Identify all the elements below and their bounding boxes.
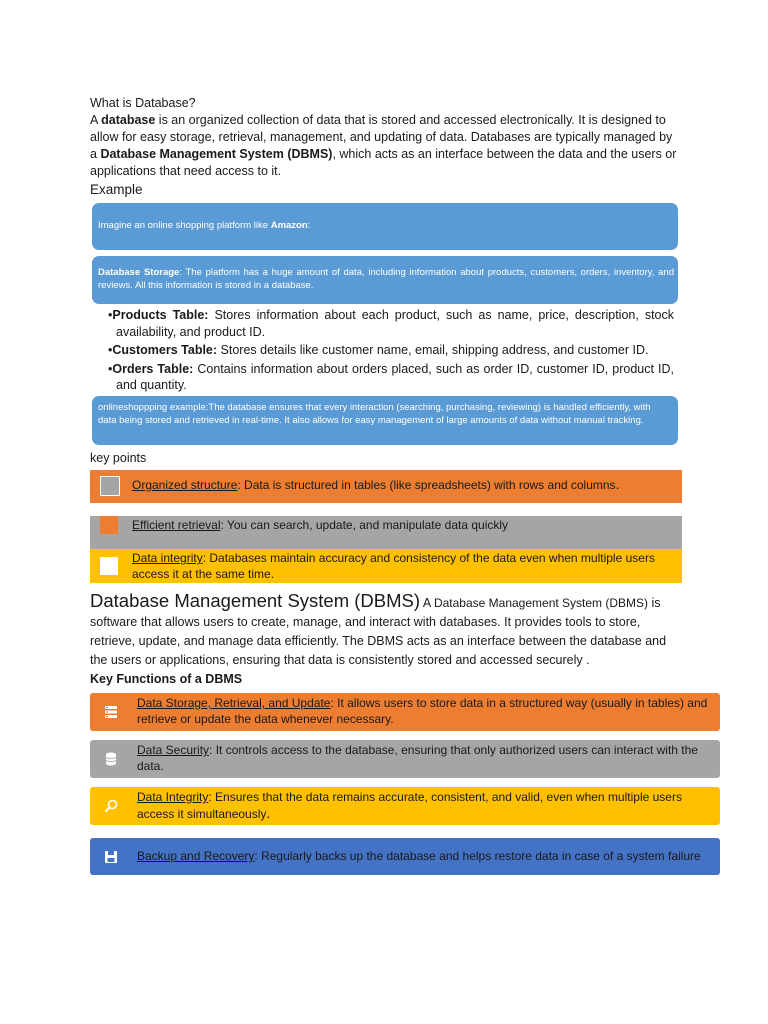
- bullet-customers-text: Stores details like customer name, email, shipping address, and customer ID.: [217, 343, 649, 357]
- function-storage: [90, 693, 720, 731]
- function-backup-text: [137, 848, 710, 864]
- amazon-text-a: Imagine an online shopping platform like: [98, 220, 271, 231]
- key-point-organized-label: Organized structure: [132, 478, 238, 492]
- dbms-text-b: is software that allows users to create, manage, and interact with databases. It provides tools to store, retrieve, update, and manage data efficiently. The DBMS acts as an interface between the database and the users or applications, ensuring that data is consistently stored and accessed securely .: [90, 596, 667, 667]
- function-integrity-desc: : Ensures that the data remains accurate, consistent, and valid, even when multiple users access it simultaneously: [137, 790, 682, 821]
- function-security: [90, 740, 720, 778]
- function-storage-desc: : It allows users to store data in a structured way (usually in tables) and retrieve or update the data whenever necessary.: [137, 696, 708, 726]
- function-backup: [90, 838, 720, 875]
- bullet-products-label: Products Table:: [112, 308, 209, 322]
- key-point-integrity-desc: : Databases maintain accuracy and consistency of the data even when multiple users access it at the same time.: [132, 551, 655, 581]
- key-functions-heading: Key Functions of a DBMS: [90, 672, 243, 686]
- bullet-orders-text: Contains information about orders placed, such as order ID, customer ID, product ID, and quantity.: [116, 361, 674, 392]
- function-integrity-text: [137, 789, 710, 822]
- function-security-desc: : It controls access to the database, ensuring that only authorized users can interact with the data.: [137, 743, 698, 773]
- function-integrity-end: .: [266, 805, 271, 821]
- bullet-customers: •Customers Table: Stores details like customer name, email, shipping address, and customer ID.: [108, 343, 649, 357]
- key-point-retrieval-text: [132, 518, 508, 534]
- intro-text-b: is an organized collection of data that is stored and accessed electronically. It is designed to allow for easy storage, retrieval, management, and updating of data. Databases are typically managed by a: [90, 113, 673, 161]
- example-box-amazon-text: [98, 220, 310, 233]
- example-box-shopping: [92, 396, 678, 445]
- key-point-organized-desc: : Data is structured in tables (like spreadsheets) with rows and columns: [237, 478, 616, 492]
- dbms-heading: Database Management System (DBMS): [90, 590, 421, 611]
- key-point-organized-end: .: [615, 476, 620, 492]
- function-storage-text: [137, 695, 710, 727]
- function-security-text: [137, 742, 710, 774]
- orange-square-icon: [100, 516, 118, 534]
- intro-question: What is Database?: [90, 96, 196, 110]
- table-bullets: [108, 307, 674, 394]
- key-point-integrity-text: [132, 551, 676, 582]
- example-heading: Example: [90, 182, 143, 197]
- gray-square-icon: [100, 476, 120, 496]
- dbms-section: [90, 591, 680, 670]
- amazon-text-b: :: [307, 220, 311, 231]
- key-point-retrieval-label: Efficient retrieval: [132, 518, 221, 532]
- example-box-storage: [92, 256, 678, 304]
- key-point-integrity: [90, 549, 682, 583]
- storage-text: : The platform has a huge amount of data, including information about products, customers, orders, inventory, and reviews. All this information is stored in a database.: [98, 267, 674, 291]
- key-points-heading: key points: [90, 451, 147, 465]
- key-point-integrity-label: Data integrity: [132, 551, 203, 565]
- example-box-shopping-text: onlineshoppping example:The database ensures that every interaction (searching, purchasing, reviewing) is handled efficiently, with data being stored and retrieved in real-time. It also allows for easy management of large amounts of data without manual tracking.: [98, 402, 651, 426]
- intro-text-c: , which acts as an interface between the data and the users or applications that need access to it.: [90, 147, 677, 178]
- intro-bold-database: database: [101, 113, 156, 127]
- dbms-text-a: A: [420, 596, 434, 610]
- bullet-products-text: Stores information about each product, such as name, price, description, stock availability, and product ID.: [116, 308, 674, 339]
- floppy-icon: [102, 848, 120, 866]
- intro-bold-dbms: Database Management System (DBMS): [100, 147, 333, 161]
- dbms-bold: Database Management System (DBMS): [433, 596, 649, 610]
- function-storage-label: Data Storage, Retrieval, and Update: [137, 696, 331, 710]
- key-point-retrieval-desc: : You can search, update, and manipulate data quickly: [220, 518, 509, 532]
- example-box-amazon: [92, 203, 678, 250]
- intro-section: [90, 95, 680, 180]
- bullet-orders-label: Orders Table:: [112, 361, 194, 376]
- bullet-products: •Products Table: Stores information about each product, such as name, price, description, stock availability, and product ID.: [108, 308, 674, 339]
- bullet-customers-label: Customers Table:: [112, 343, 218, 357]
- database-icon: [102, 750, 120, 768]
- key-point-organized-text: [132, 477, 619, 494]
- server-icon: [102, 703, 120, 721]
- storage-bold: Database Storage: [98, 267, 180, 278]
- function-integrity: [90, 787, 720, 825]
- white-square-icon: [100, 557, 118, 575]
- function-security-label: Data Security: [137, 743, 210, 757]
- key-point-retrieval: [90, 516, 682, 549]
- intro-text-a: A: [90, 113, 102, 127]
- key-point-organized: [90, 470, 682, 503]
- amazon-bold: Amazon: [270, 220, 308, 231]
- function-backup-desc: : Regularly backs up the database and helps restore data in case of a system failure: [254, 849, 701, 863]
- intro-paragraph: [90, 112, 680, 180]
- function-integrity-label: Data Integrity: [137, 790, 209, 804]
- example-box-storage-text: [98, 267, 674, 292]
- magnifier-icon: [102, 797, 120, 815]
- bullet-orders: •Orders Table: Contains information about orders placed, such as order ID, customer ID, product ID, and quantity.: [108, 361, 674, 392]
- function-backup-label: Backup and Recovery: [137, 849, 255, 863]
